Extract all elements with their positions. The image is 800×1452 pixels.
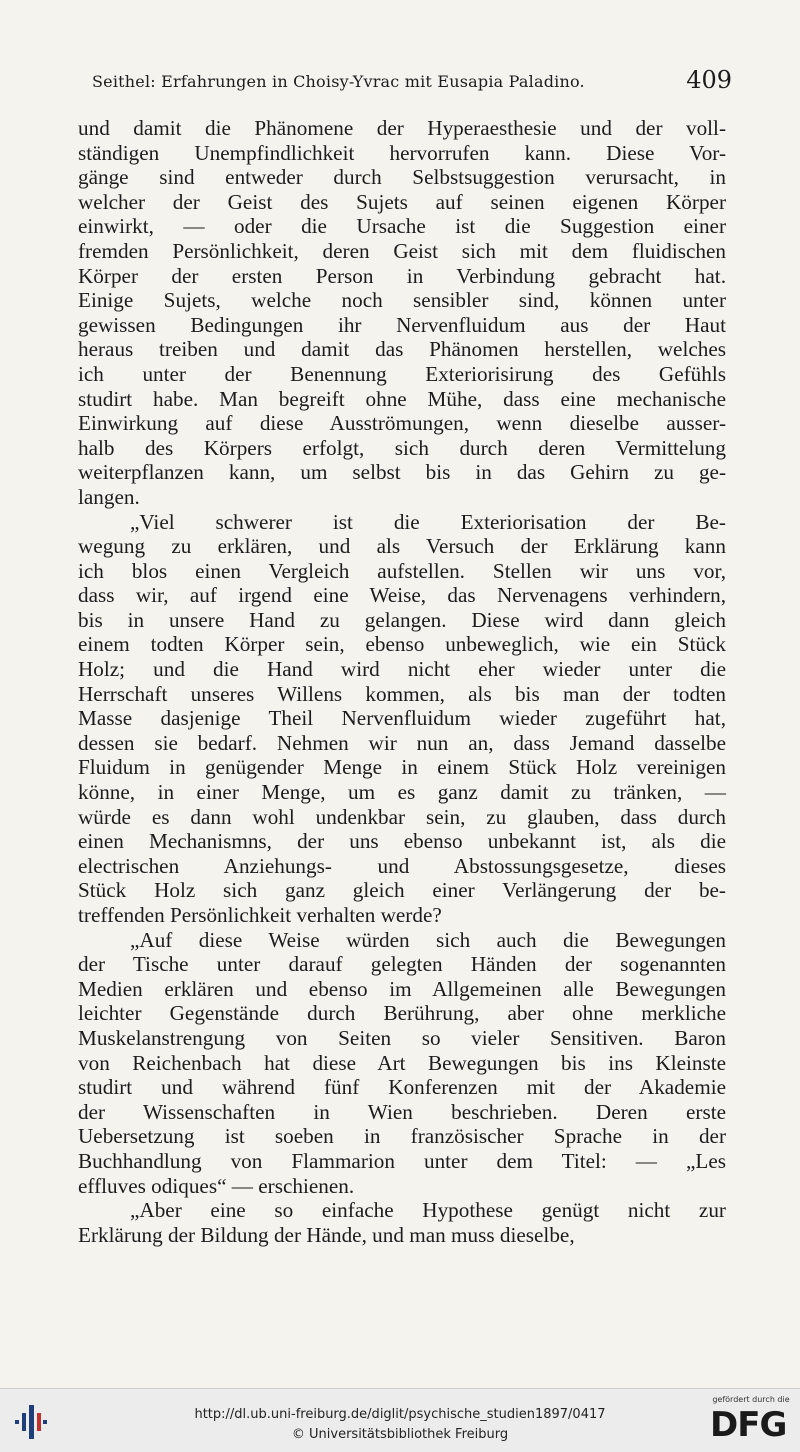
body-text <box>78 116 726 1247</box>
text-line: Körper der ersten Person in Verbindung gebracht hat. <box>78 263 726 288</box>
text-line: Masse dasjenige Theil Nervenfluidum wieder zugeführt hat, <box>78 706 726 731</box>
text-line: Buchhandlung von Flammarion unter dem Titel: — „Les <box>78 1148 726 1173</box>
text-line: Erklärung der Bildung der Hände, und man muss dieselbe, <box>78 1222 575 1247</box>
page-number: 409 <box>686 66 732 94</box>
text-line: Einwirkung auf diese Ausströmungen, wenn dieselbe ausser- <box>78 411 726 436</box>
text-line: Muskelanstrengung von Seiten so vieler Sensitiven. Baron <box>78 1025 726 1050</box>
text-line: Stück Holz sich ganz gleich einer Verlängerung der be- <box>78 878 726 903</box>
footer-bar <box>0 1388 800 1452</box>
text-line: einwirkt, — oder die Ursache ist die Suggestion einer <box>78 214 726 239</box>
text-line: Einige Sujets, welche noch sensibler sind, können unter <box>78 288 726 313</box>
text-line: halb des Körpers erfolgt, sich durch deren Vermittelung <box>78 435 726 460</box>
text-line: „Viel schwerer ist die Exteriorisation der Be- <box>130 509 726 534</box>
dfg-logo: DFG <box>710 1405 787 1445</box>
running-title: Seithel: Erfahrungen in Choisy-Yvrac mit Eusapia Paladino. <box>92 72 585 91</box>
copyright-notice: © Universitätsbibliothek Freiburg <box>291 1427 509 1442</box>
text-line: einem todten Körper sein, ebenso unbeweglich, wie ein Stück <box>78 632 726 657</box>
text-line: leichter Gegenstände durch Berührung, aber ohne merkliche <box>78 1001 726 1026</box>
text-line: „Auf diese Weise würden sich auch die Bewegungen <box>130 927 726 952</box>
text-line: Herrschaft unseres Willens kommen, als bis man der todten <box>78 681 726 706</box>
dfg-badge <box>706 1395 796 1449</box>
text-line: Fluidum in genügender Menge in einem Stück Holz vereinigen <box>78 755 726 780</box>
text-line: ich blos einen Vergleich aufstellen. Stellen wir uns vor, <box>78 558 726 583</box>
text-line: studirt und während fünf Konferenzen mit der Akademie <box>78 1075 726 1100</box>
text-line: bis in unsere Hand zu gelangen. Diese wird dann gleich <box>78 607 726 632</box>
dfg-caption: gefördert durch die <box>712 1395 790 1404</box>
text-line: von Reichenbach hat diese Art Bewegungen bis ins Kleinste <box>78 1050 726 1075</box>
text-line: könne, in einer Menge, um es ganz damit zu tränken, — <box>78 780 726 805</box>
text-line: ständigen Unempfindlichkeit hervorrufen kann. Diese Vor- <box>78 140 726 165</box>
text-line: heraus treiben und damit das Phänomen herstellen, welches <box>78 337 726 362</box>
text-line: „Aber eine so einfache Hypothese genügt nicht zur <box>130 1198 726 1223</box>
text-line: ich unter der Benennung Exteriorisirung des Gefühls <box>78 361 726 386</box>
running-head <box>92 66 732 98</box>
text-line: gewissen Bedingungen ihr Nervenfluidum aus der Haut <box>78 312 726 337</box>
text-line: effluves odiques“ — erschienen. <box>78 1173 355 1198</box>
text-line: treffenden Persönlichkeit verhalten werde? <box>78 903 442 927</box>
text-line: welcher der Geist des Sujets auf seinen eigenen Körper <box>78 189 726 214</box>
text-line: der Tische unter darauf gelegten Händen der sogenannten <box>78 952 726 977</box>
text-line: fremden Persönlichkeit, deren Geist sich mit dem fluidischen <box>78 238 726 263</box>
text-line: dessen sie bedarf. Nehmen wir nun an, dass Jemand dasselbe <box>78 730 726 755</box>
text-line: Medien erklären und ebenso im Allgemeinen alle Bewegungen <box>78 976 726 1001</box>
text-line: Uebersetzung ist soeben in französischer Sprache in der <box>78 1124 726 1149</box>
text-line: einen Mechanismns, der uns ebenso unbekannt ist, als die <box>78 829 726 854</box>
text-line: und damit die Phänomene der Hyperaesthesie und der voll- <box>78 116 726 140</box>
text-line: studirt habe. Man begreift ohne Mühe, dass eine mechanische <box>78 386 726 411</box>
source-url-link[interactable]: http://dl.ub.uni-freiburg.de/diglit/psychische_studien1897/0417 <box>194 1407 606 1422</box>
text-line: Holz; und die Hand wird nicht eher wieder unter die <box>78 657 726 682</box>
text-line: dass wir, auf irgend eine Weise, das Nervenagens verhindern, <box>78 583 726 608</box>
text-line: gänge sind entweder durch Selbstsuggestion verursacht, in <box>78 165 726 190</box>
text-line: der Wissenschaften in Wien beschrieben. Deren erste <box>78 1099 726 1124</box>
text-line: langen. <box>78 484 140 509</box>
text-line: wegung zu erklären, und als Versuch der Erklärung kann <box>78 534 726 559</box>
text-line: electrischen Anziehungs- und Abstossungsgesetze, dieses <box>78 853 726 878</box>
text-line: würde es dann wohl undenkbar sein, zu glauben, dass durch <box>78 804 726 829</box>
text-line: weiterpflanzen kann, um selbst bis in das Gehirn zu ge- <box>78 460 726 485</box>
